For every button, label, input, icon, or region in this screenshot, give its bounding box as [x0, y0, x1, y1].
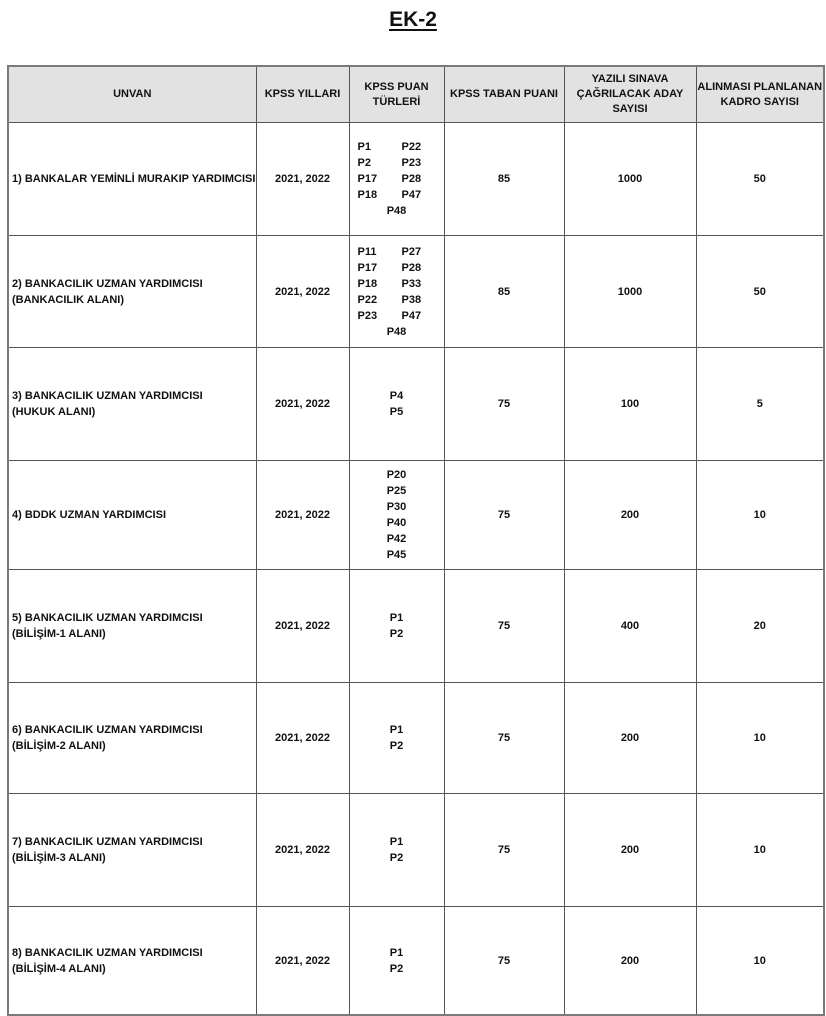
unvan-line: (BİLİŞİM-1 ALANI)	[12, 628, 106, 640]
unvan-line: 8) BANKACILIK UZMAN YARDIMCISI	[12, 946, 203, 959]
puan-code: P22	[357, 293, 378, 306]
cell-kadro-sayisi: 10	[696, 683, 824, 794]
puan-code: P11	[357, 245, 377, 258]
puan-list	[390, 388, 403, 420]
header-kpss-puan-turleri: KPSS PUAN TÜRLERİ	[349, 66, 444, 123]
table-row	[8, 683, 824, 794]
puan-code: P47	[401, 309, 422, 322]
title-text: EK-2	[389, 8, 437, 31]
cell-yillar: 2021, 2022	[256, 907, 349, 1016]
puan-code: P20	[386, 469, 407, 481]
puan-code: P47	[401, 189, 422, 201]
puan-code: P28	[401, 173, 422, 185]
puan-code: P1	[389, 836, 404, 848]
unvan-line: (BİLİŞİM-2 ALANI)	[12, 740, 106, 752]
cell-yillar: 2021, 2022	[256, 236, 349, 348]
header-aday-sayisi: YAZILI SINAVA ÇAĞRILACAK ADAY SAYISI	[564, 66, 696, 123]
puan-code: P2	[389, 740, 404, 752]
puan-list	[390, 945, 403, 977]
cell-puan-turleri	[349, 683, 444, 794]
puan-code: P2	[389, 628, 404, 640]
cell-puan-turleri	[349, 907, 444, 1016]
table-row	[8, 348, 824, 461]
cell-taban-puani: 85	[444, 236, 564, 348]
table-header-row	[8, 66, 824, 123]
cell-taban-puani: 85	[444, 123, 564, 236]
cell-aday-sayisi: 200	[564, 907, 696, 1016]
puan-code: P38	[401, 293, 422, 306]
puan-code: P30	[386, 501, 407, 513]
cell-kadro-sayisi: 50	[696, 123, 824, 236]
table-row	[8, 570, 824, 683]
table-row	[8, 794, 824, 907]
cell-aday-sayisi: 1000	[564, 123, 696, 236]
cell-kadro-sayisi: 10	[696, 461, 824, 570]
puan-list	[390, 834, 403, 866]
puan-code: P18	[357, 277, 378, 290]
puan-code: P45	[386, 549, 407, 561]
cell-taban-puani: 75	[444, 683, 564, 794]
unvan-line: 1) BANKALAR YEMİNLİ MURAKIP YARDIMCISI	[12, 173, 256, 185]
cell-yillar: 2021, 2022	[256, 348, 349, 461]
cell-taban-puani: 75	[444, 907, 564, 1016]
puan-list	[390, 610, 403, 642]
puan-code: P1	[389, 724, 404, 736]
cell-kadro-sayisi: 5	[696, 348, 824, 461]
puan-code: P17	[357, 261, 378, 274]
cell-kadro-sayisi: 10	[696, 794, 824, 907]
header-unvan: UNVAN	[8, 66, 256, 123]
cell-taban-puani: 75	[444, 794, 564, 907]
unvan-line: (BİLİŞİM-4 ALANI)	[12, 962, 106, 975]
positions-table	[7, 65, 825, 1016]
puan-code: P18	[357, 189, 378, 201]
cell-unvan	[8, 236, 256, 348]
puan-code: P48	[386, 325, 407, 338]
cell-unvan	[8, 348, 256, 461]
puan-code: P27	[401, 245, 422, 258]
puan-grid	[358, 139, 436, 219]
puan-code: P1	[389, 612, 404, 624]
cell-kadro-sayisi: 10	[696, 907, 824, 1016]
puan-list	[387, 467, 407, 563]
puan-list	[390, 722, 403, 754]
cell-taban-puani: 75	[444, 348, 564, 461]
cell-puan-turleri	[349, 461, 444, 570]
cell-aday-sayisi: 200	[564, 461, 696, 570]
cell-taban-puani: 75	[444, 461, 564, 570]
cell-yillar: 2021, 2022	[256, 461, 349, 570]
puan-grid	[358, 244, 436, 340]
cell-aday-sayisi: 200	[564, 794, 696, 907]
puan-code: P1	[357, 141, 371, 153]
table-row	[8, 907, 824, 1016]
unvan-line: 4) BDDK UZMAN YARDIMCISI	[12, 509, 167, 521]
unvan-line: 6) BANKACILIK UZMAN YARDIMCISI	[12, 724, 203, 736]
table-row	[8, 123, 824, 236]
cell-kadro-sayisi: 50	[696, 236, 824, 348]
cell-puan-turleri	[349, 348, 444, 461]
puan-code: P23	[401, 157, 422, 169]
puan-code: P4	[389, 390, 404, 402]
puan-code: P5	[389, 406, 404, 418]
unvan-line: (BİLİŞİM-3 ALANI)	[12, 852, 106, 864]
puan-code: P23	[357, 309, 378, 322]
header-kpss-yillari: KPSS YILLARI	[256, 66, 349, 123]
cell-puan-turleri	[349, 570, 444, 683]
puan-code: P48	[386, 205, 407, 217]
cell-aday-sayisi: 100	[564, 348, 696, 461]
cell-unvan	[8, 683, 256, 794]
puan-code: P28	[401, 261, 422, 274]
unvan-line: 2) BANKACILIK UZMAN YARDIMCISI	[12, 277, 203, 290]
cell-yillar: 2021, 2022	[256, 683, 349, 794]
cell-yillar: 2021, 2022	[256, 123, 349, 236]
puan-code: P42	[386, 533, 407, 545]
cell-puan-turleri	[349, 794, 444, 907]
cell-taban-puani: 75	[444, 570, 564, 683]
cell-puan-turleri	[349, 123, 444, 236]
puan-code: P17	[357, 173, 378, 185]
puan-code: P33	[401, 277, 422, 290]
puan-code: P1	[389, 946, 404, 959]
puan-code: P2	[357, 157, 371, 169]
puan-code: P25	[386, 485, 407, 497]
header-kpss-taban-puani: KPSS TABAN PUANI	[444, 66, 564, 123]
unvan-line: 5) BANKACILIK UZMAN YARDIMCISI	[12, 612, 203, 624]
cell-unvan	[8, 461, 256, 570]
cell-unvan	[8, 907, 256, 1016]
unvan-line: 3) BANKACILIK UZMAN YARDIMCISI	[12, 390, 203, 402]
cell-unvan	[8, 123, 256, 236]
puan-code: P40	[386, 517, 407, 529]
cell-kadro-sayisi: 20	[696, 570, 824, 683]
puan-code: P2	[389, 962, 404, 975]
cell-puan-turleri	[349, 236, 444, 348]
cell-unvan	[8, 570, 256, 683]
table-row	[8, 461, 824, 570]
puan-code: P22	[401, 141, 422, 153]
table-row	[8, 236, 824, 348]
unvan-line: (HUKUK ALANI)	[12, 406, 96, 418]
cell-aday-sayisi: 400	[564, 570, 696, 683]
cell-yillar: 2021, 2022	[256, 794, 349, 907]
cell-aday-sayisi: 200	[564, 683, 696, 794]
document-title	[0, 8, 826, 32]
cell-aday-sayisi: 1000	[564, 236, 696, 348]
cell-unvan	[8, 794, 256, 907]
cell-yillar: 2021, 2022	[256, 570, 349, 683]
unvan-line: 7) BANKACILIK UZMAN YARDIMCISI	[12, 836, 203, 848]
header-kadro-sayisi: ALINMASI PLANLANAN KADRO SAYISI	[696, 66, 824, 123]
unvan-line: (BANKACILIK ALANI)	[12, 293, 125, 306]
puan-code: P2	[389, 852, 404, 864]
